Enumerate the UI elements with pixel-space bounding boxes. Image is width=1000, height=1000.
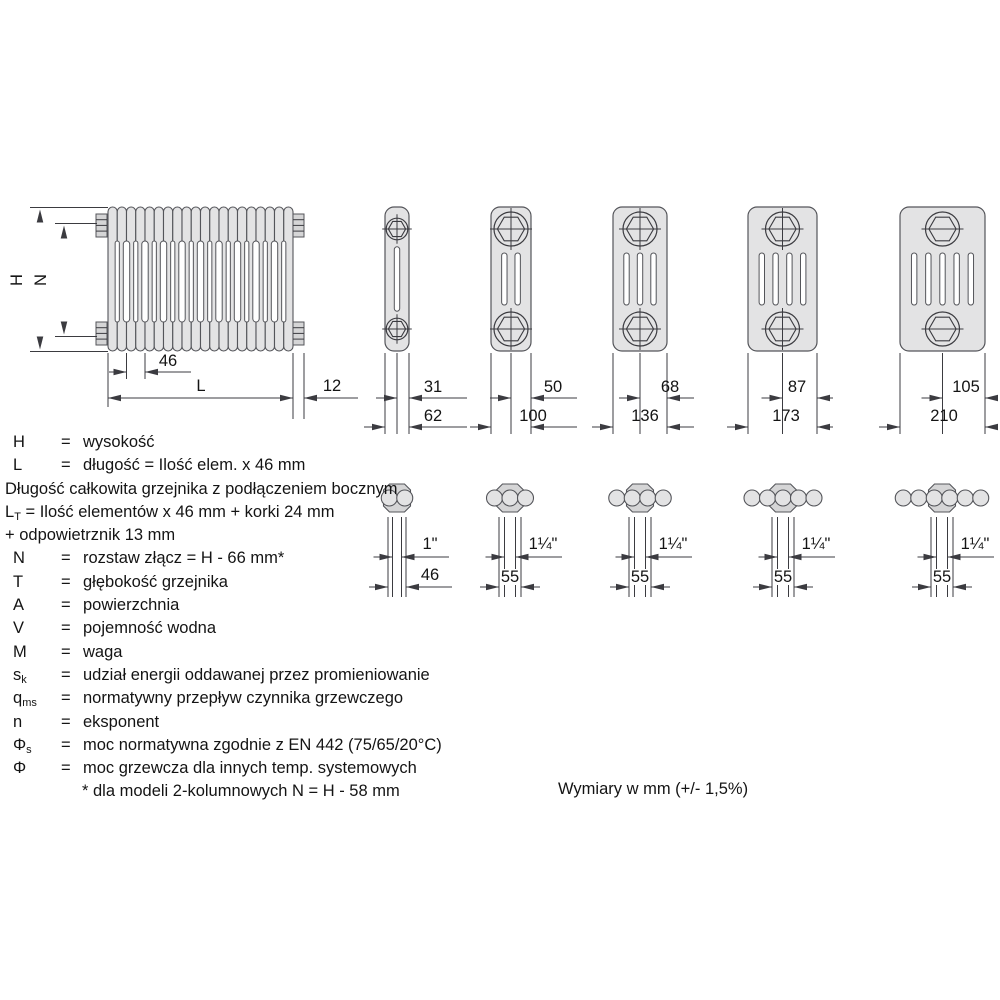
dim-arrow [924,554,937,561]
tube-end [640,490,656,506]
dim-arrow [114,369,127,376]
legend-row [0,478,490,501]
tube-gap [189,241,193,322]
tube-end [744,490,760,506]
legend-definition: waga [83,642,123,661]
legend-row [0,734,490,757]
half-width-label: 50 [543,378,563,396]
tube-gap [142,241,148,322]
tube-gap [171,241,175,322]
equals-sign: = [61,549,71,568]
cross-section-2-col [364,207,467,434]
half-width-label: 31 [423,378,443,396]
tube-end [895,490,911,506]
legend-symbol-text: Φ [13,735,27,754]
tube-gap [115,241,119,322]
dim-arrow [61,226,68,239]
dim-arrow [627,395,640,402]
tube-gap [160,241,166,322]
side-label: 12 [322,377,342,395]
tube-end [624,490,640,506]
tube-gap [152,241,156,322]
legend-symbol [0,641,61,664]
column-gap [911,253,916,305]
legend-symbol-text: L [5,502,15,521]
legend-definition: udział energii oddawanej przez promieniowanie [83,665,430,684]
legend-row [0,547,490,570]
tube-gap [197,241,203,322]
tube-end [760,490,776,506]
tube-gap [263,241,267,322]
legend-definition: długość = Ilość elem. x 46 mm [83,456,306,475]
dim-arrow [372,424,385,431]
tube-gap [123,241,129,322]
legend-symbol-text: q [13,689,23,708]
legend-definition: normatywny przepływ czynnika grzewczego [83,689,404,708]
equals-sign: = [61,735,71,754]
legend-symbol-text: Φ [13,759,27,778]
legend-definition: pojemność wodna [83,619,216,638]
legend-symbol-subscript: ms [22,697,37,710]
legend-symbol-text: V [13,619,25,638]
tube-end [655,490,671,506]
legend-footnote: * dla modeli 2-kolumnowych N = H - 58 mm [82,782,400,801]
top-view-6-tube [895,484,994,597]
dim-arrow [918,584,931,591]
tube-gap [208,241,212,322]
width-label: 46 [420,566,440,584]
legend-symbol [0,594,61,617]
legend-symbol [0,431,61,454]
top-view-3-tube [480,484,562,597]
equals-sign: = [61,665,71,684]
legend-symbol-text: s [13,665,22,684]
full-width-label: 62 [423,407,443,425]
legend-row [0,664,490,687]
thread-label: 1¼" [801,535,831,553]
width-label: 55 [500,568,520,586]
thread-label: 1¼" [528,535,558,553]
dim-arrow [304,395,317,402]
legend-row [0,524,490,547]
dim-arrow [280,395,293,402]
legend-symbol-text: M [13,642,27,661]
legend-definition: moc normatywna zgodnie z EN 442 (75/65/20°C) [83,735,442,754]
dim-arrow [600,424,613,431]
dim-arrow [61,322,68,335]
dim-arrow [616,584,629,591]
tube-end [806,490,822,506]
half-width-label: 68 [660,378,680,396]
legend-symbol-subscript: T [14,510,21,523]
tube-end [911,490,927,506]
tube-end [609,490,625,506]
tube-end [791,490,807,506]
dim-arrow [887,424,900,431]
half-width-label: 87 [787,378,807,396]
half-width-label: 105 [952,378,980,396]
dim-arrow [622,554,635,561]
length-label: L [196,377,206,395]
legend-symbol-text: n [13,712,23,731]
legend-symbol [0,571,61,594]
tube-end [973,490,989,506]
dim-arrow [108,395,121,402]
equals-sign: = [61,689,71,708]
legend-row [0,617,490,640]
dim-arrow [759,584,772,591]
thread-label: 1¼" [658,535,688,553]
legend-symbol [0,454,61,477]
tube-gap [134,241,138,322]
thread-label: 1" [422,535,438,553]
tube-end [957,490,973,506]
legend-symbol [0,734,61,757]
full-width-label: 100 [519,407,547,425]
legend-symbol-text: T [13,572,24,591]
full-width-label: 210 [930,407,958,425]
legend-row [0,780,490,803]
legend-row [0,501,490,524]
full-width-label: 173 [772,407,800,425]
tube-gap [179,241,185,322]
legend-symbol [0,664,61,687]
legend-row [0,711,490,734]
column-gap [624,253,629,305]
dim-arrow [492,554,505,561]
tube-gap [226,241,230,322]
legend-definition: głębokość grzejnika [83,572,228,591]
equals-sign: = [61,759,71,778]
tube-gap [245,241,249,322]
column-gap [954,253,959,305]
legend-row [0,757,490,780]
tube-gap [234,241,240,322]
column-gap [394,247,399,311]
column-gap [759,253,764,305]
legend-row [0,687,490,710]
dim-arrow [478,424,491,431]
legend-definition: powierzchnia [83,596,180,615]
equals-sign: = [61,433,71,451]
equals-sign: = [61,712,71,731]
legend-symbol-text: N [13,549,25,568]
legend-definition: rozstaw złącz = H - 66 mm* [83,549,285,568]
width-label: 55 [773,568,793,586]
legend-symbol-text: A [13,596,25,615]
top-view-5-tube [744,484,835,597]
column-gap [515,253,520,305]
thread-label: 1¼" [960,535,990,553]
legend-symbol [0,617,61,640]
dim-arrow [384,395,397,402]
top-view-4-tube [609,484,692,597]
tube-end [502,490,518,506]
column-gap [651,253,656,305]
cross-section-3-col [470,207,577,434]
legend-definition: eksponent [83,712,160,731]
tube-gap [282,241,286,322]
column-gap [773,253,778,305]
equals-sign: = [61,619,71,638]
legend-symbol [0,757,61,780]
tube-end [942,490,958,506]
dim-arrow [770,395,783,402]
equals-sign: = [61,596,71,615]
column-gap [926,253,931,305]
legend-row [0,641,490,664]
equals-sign: = [61,572,71,591]
legend-symbol-subscript: s [26,743,32,756]
legend-symbol [0,687,61,710]
dim-arrow [765,554,778,561]
column-gap [637,253,642,305]
column-gap [940,253,945,305]
legend-row [0,454,490,477]
dimensions-note: Wymiary w mm (+/- 1,5%) [558,780,749,798]
legend-symbol [0,547,61,570]
front-view [8,207,358,419]
cross-section-5-col [727,207,833,434]
cross-section-4-col [592,207,694,434]
dim-arrow [37,210,44,223]
cross-section-6-col [879,207,998,434]
legend-symbol-text: H [13,433,25,451]
dim-arrow [498,395,511,402]
column-gap [968,253,973,305]
width-label: 55 [932,568,952,586]
tube-gap [271,241,277,322]
legend-definition: wysokość [83,433,155,451]
pitch-label: 46 [158,352,178,370]
column-gap [801,253,806,305]
legend-row [0,431,490,454]
legend-row [0,571,490,594]
legend-row [0,594,490,617]
dim-arrow [930,395,943,402]
dim-arrow [735,424,748,431]
equals-sign: = [61,642,71,661]
height-label: H [8,274,26,286]
equals-sign: = [61,456,71,475]
legend-paragraph: Długość całkowita grzejnika z podłączeniem bocznym [5,479,398,498]
width-label: 55 [630,568,650,586]
legend-symbol [0,711,61,734]
full-width-label: 136 [631,407,659,425]
legend-definition: moc grzewcza dla innych temp. systemowych [83,759,417,778]
tube-end [926,490,942,506]
legend-symbol-text: L [13,456,23,475]
legend-symbol-subscript: k [21,673,27,686]
dim-arrow [37,337,44,350]
legend-paragraph: + odpowietrznik 13 mm [5,526,176,545]
tube-end [775,490,791,506]
tube-gap [253,241,259,322]
spacing-label: N [32,274,50,286]
tube-end [518,490,534,506]
tube-gap [216,241,222,322]
legend-paragraph: = Ilość elementów x 46 mm + korki 24 mm [20,502,335,521]
column-gap [787,253,792,305]
column-gap [502,253,507,305]
legend [0,431,490,804]
